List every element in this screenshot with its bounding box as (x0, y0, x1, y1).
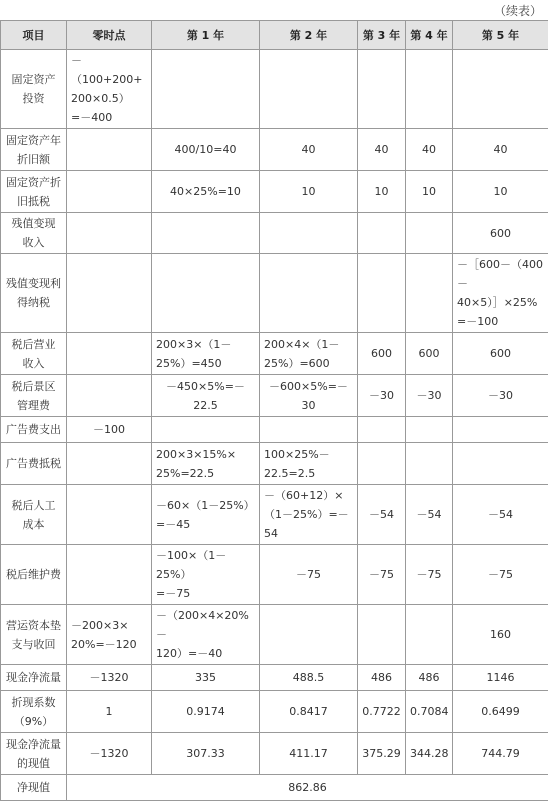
table-row (1, 171, 548, 213)
table-cell: －1320 (67, 733, 152, 775)
table-cell: －200×3× 20%=－120 (67, 605, 152, 665)
row-label: 营运资本垫 支与收回 (1, 605, 67, 665)
table-cell (67, 485, 152, 545)
table-cell (67, 333, 152, 375)
table-cell (358, 417, 406, 443)
table-cell: 40 (358, 129, 406, 171)
table-cell: －600×5%=－30 (260, 375, 358, 417)
header-year-4: 第 4 年 (406, 21, 453, 50)
table-cell (152, 417, 260, 443)
table-cell: －75 (406, 545, 453, 605)
table-cell: 400/10=40 (152, 129, 260, 171)
continuation-label: （续表） (494, 2, 542, 19)
table-row (1, 665, 548, 691)
table-cell: －1320 (67, 665, 152, 691)
table-cell (406, 443, 453, 485)
table-cell: 0.8417 (260, 691, 358, 733)
table-cell (260, 417, 358, 443)
table-cell: 335 (152, 665, 260, 691)
table-cell (67, 171, 152, 213)
row-label: 税后营业 收入 (1, 333, 67, 375)
row-label: 税后维护费 (1, 545, 67, 605)
table-cell (358, 213, 406, 254)
table-cell (67, 375, 152, 417)
table-cell (260, 50, 358, 129)
row-label: 固定资产折 旧抵税 (1, 171, 67, 213)
table-cell (406, 213, 453, 254)
table-cell (358, 50, 406, 129)
table-cell (406, 605, 453, 665)
row-label: 现金净流量 的现值 (1, 733, 67, 775)
row-label: 税后景区 管理费 (1, 375, 67, 417)
npv-label: 净现值 (1, 775, 67, 801)
table-row (1, 254, 548, 333)
table-cell: －（200×4×20%－ 120）=－40 (152, 605, 260, 665)
row-label: 残值变现 收入 (1, 213, 67, 254)
table-cell: 0.9174 (152, 691, 260, 733)
table-cell (453, 50, 548, 129)
table-cell (358, 254, 406, 333)
table-cell: 344.28 (406, 733, 453, 775)
table-cell: 600 (406, 333, 453, 375)
table-cell: 600 (453, 333, 548, 375)
table-cell: －54 (453, 485, 548, 545)
table-cell: －75 (453, 545, 548, 605)
table-row (1, 375, 548, 417)
table-cell (152, 254, 260, 333)
table-cell (406, 50, 453, 129)
table-cell: 307.33 (152, 733, 260, 775)
table-cell: 200×3×（1－ 25%）=450 (152, 333, 260, 375)
table-cell: 40 (406, 129, 453, 171)
header-year-1: 第 1 年 (152, 21, 260, 50)
table-cell: 40 (453, 129, 548, 171)
row-label: 折现系数 （9%） (1, 691, 67, 733)
table-cell (260, 254, 358, 333)
table-cell: －30 (453, 375, 548, 417)
table-cell: －100×（1－25%） =－75 (152, 545, 260, 605)
table-row (1, 129, 548, 171)
table-cell: 486 (406, 665, 453, 691)
table-cell (67, 254, 152, 333)
header-year-2: 第 2 年 (260, 21, 358, 50)
table-cell: 600 (453, 213, 548, 254)
npv-value: 862.86 (67, 775, 548, 801)
table-cell: －30 (358, 375, 406, 417)
table-row (1, 50, 548, 129)
table-cell (152, 213, 260, 254)
row-label: 广告费支出 (1, 417, 67, 443)
table-cell (67, 213, 152, 254)
table-cell: 200×4×（1－ 25%）=600 (260, 333, 358, 375)
row-label: 税后人工 成本 (1, 485, 67, 545)
table-cell: －［600－（400－ 40×5）］×25% =－100 (453, 254, 548, 333)
table-cell: 200×3×15%× 25%=22.5 (152, 443, 260, 485)
table-cell: 10 (406, 171, 453, 213)
table-cell: 10 (358, 171, 406, 213)
table-cell (453, 417, 548, 443)
table-row (1, 213, 548, 254)
table-cell: －54 (406, 485, 453, 545)
table-cell (67, 443, 152, 485)
table-cell: －100 (67, 417, 152, 443)
header-year-3: 第 3 年 (358, 21, 406, 50)
table-cell (406, 254, 453, 333)
table-cell: －30 (406, 375, 453, 417)
header-year-5: 第 5 年 (453, 21, 548, 50)
table-cell (453, 443, 548, 485)
table-cell: 375.29 (358, 733, 406, 775)
table-cell: 40 (260, 129, 358, 171)
table-cell: 10 (453, 171, 548, 213)
table-cell: 486 (358, 665, 406, 691)
table-cell: 160 (453, 605, 548, 665)
table-row (1, 485, 548, 545)
table-cell: －（100+200+ 200×0.5） =－400 (67, 50, 152, 129)
table-cell: 0.7722 (358, 691, 406, 733)
table-row (1, 545, 548, 605)
table-cell: －75 (260, 545, 358, 605)
table-cell: 488.5 (260, 665, 358, 691)
table-cell: 744.79 (453, 733, 548, 775)
table-cell: 10 (260, 171, 358, 213)
row-label: 广告费抵税 (1, 443, 67, 485)
table-cell: 0.7084 (406, 691, 453, 733)
table-cell (260, 605, 358, 665)
table-row (1, 443, 548, 485)
table-cell (358, 605, 406, 665)
table-cell: 0.6499 (453, 691, 548, 733)
header-year-0: 零时点 (67, 21, 152, 50)
table-cell: 1146 (453, 665, 548, 691)
header-row (1, 21, 548, 50)
table-cell: 411.17 (260, 733, 358, 775)
row-label: 固定资产年 折旧额 (1, 129, 67, 171)
table-row (1, 691, 548, 733)
table-cell: －75 (358, 545, 406, 605)
table-cell: 40×25%=10 (152, 171, 260, 213)
cash-flow-table (0, 20, 548, 801)
row-label: 现金净流量 (1, 665, 67, 691)
table-row (1, 333, 548, 375)
table-cell: 100×25%－ 22.5=2.5 (260, 443, 358, 485)
table-cell: －54 (358, 485, 406, 545)
table-cell (67, 545, 152, 605)
table-cell: 600 (358, 333, 406, 375)
row-label: 残值变现利 得纳税 (1, 254, 67, 333)
table-row (1, 733, 548, 775)
table-cell (67, 129, 152, 171)
table-cell (358, 443, 406, 485)
table-cell (152, 50, 260, 129)
table-cell: －（60+12）× （1－25%）=－54 (260, 485, 358, 545)
table-cell (260, 213, 358, 254)
table-row (1, 605, 548, 665)
npv-row (1, 775, 548, 801)
table-cell: 1 (67, 691, 152, 733)
table-cell: －60×（1－25%） =－45 (152, 485, 260, 545)
table-cell (406, 417, 453, 443)
table-cell: －450×5%=－22.5 (152, 375, 260, 417)
header-item: 项目 (1, 21, 67, 50)
row-label: 固定资产 投资 (1, 50, 67, 129)
table-row (1, 417, 548, 443)
